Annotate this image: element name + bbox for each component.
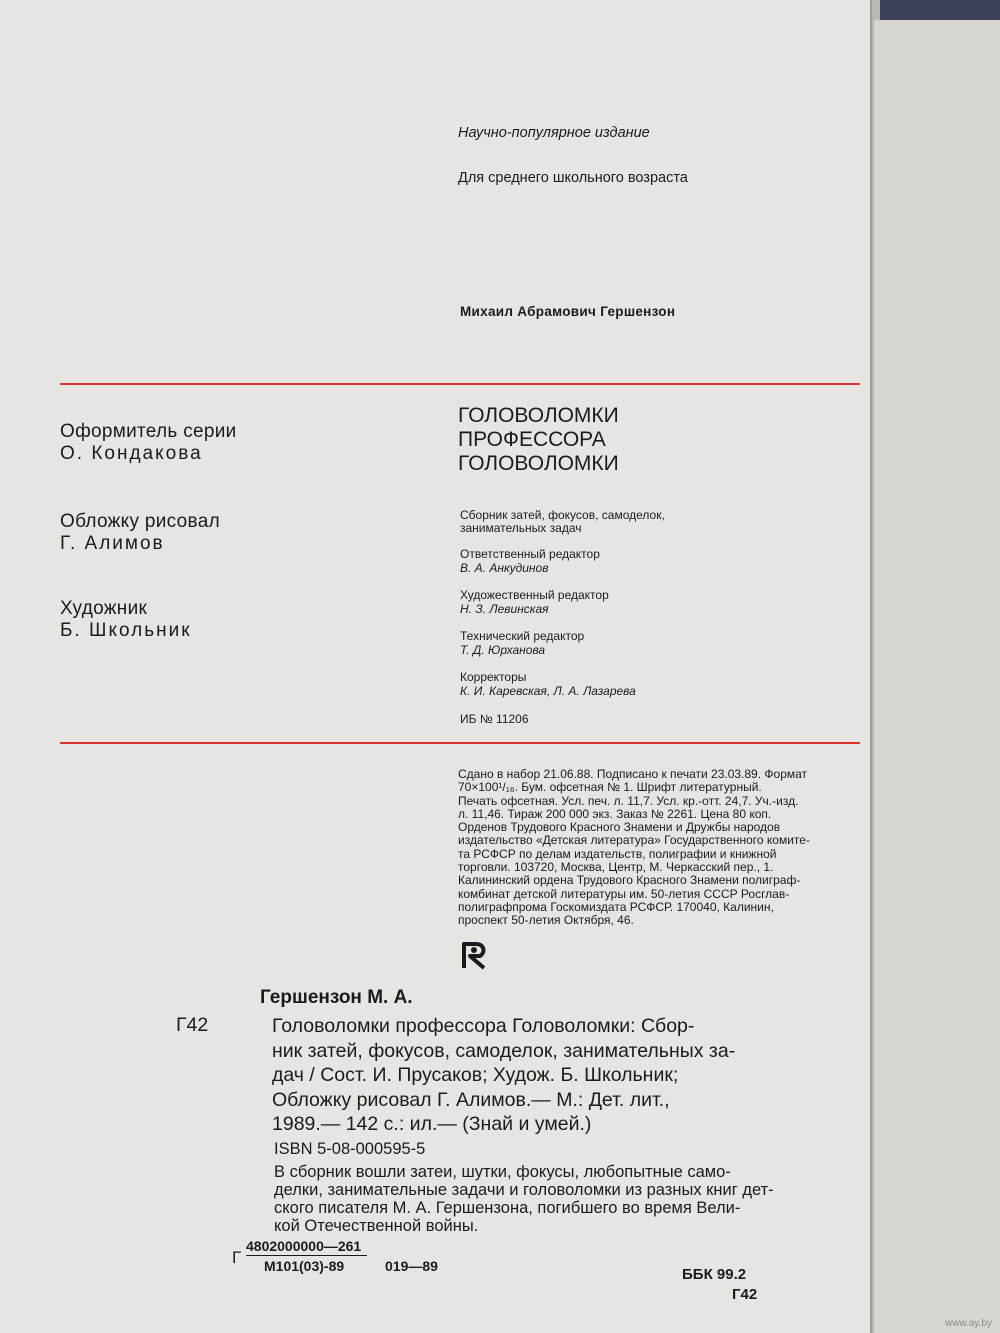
code-numerator: 4802000000—261 [246,1238,367,1256]
imprint-line: проспект 50-летия Октября, 46. [458,913,634,928]
isbn: ISBN 5-08-000595-5 [274,1140,426,1158]
editor-label: Ответственный редактор [460,547,600,561]
title-line: ГОЛОВОЛОМКИ [458,404,619,427]
catalog-entry [272,1014,735,1137]
annotation [274,1163,774,1235]
author-full-name: Михаил Абрамович Гершензон [460,304,676,319]
imprint-line: 70×100¹/₁₆. Бум. офсетная № 1. Шрифт литературный. [458,780,762,795]
imprint-line: Печать офсетная. Усл. печ. л. 11,7. Усл. кр.-отт. 24,7. Уч.-изд. [458,793,799,808]
annotation-line: кой Отечественной войны. [274,1217,479,1235]
subtitle-line: занимательных задач [460,521,582,536]
publisher-logo-icon [458,938,492,972]
book-subtitle [460,509,665,536]
next-page-edge [874,20,1000,1333]
book-title [458,404,619,476]
credit-label: Художник [60,598,148,619]
code-prefix: Г [232,1248,242,1267]
catalog-entry-line: Головоломки профессора Головоломки: Сбор- [272,1015,695,1037]
annotation-line: В сборник вошли затеи, шутки, фокусы, любопытные само- [274,1163,731,1181]
bbk-index: Г42 [732,1286,758,1303]
watermark: www.ay.by [944,1318,992,1329]
catalog-entry-line: ник затей, фокусов, самоделок, занимательных за- [272,1039,736,1062]
credit-value: О. Кондакова [60,443,203,464]
editor-label: Художественный редактор [460,588,609,602]
catalog-entry-line: дач / Сост. И. Прусаков; Худож. Б. Школьник; [272,1064,679,1086]
editor-name: В. А. Анкудинов [460,561,549,575]
ib-number: ИБ № 11206 [460,712,529,726]
imprint-line: издательство «Детская литература» Государственного комите- [458,833,810,848]
background-strip [880,0,1000,22]
imprint-line: л. 11,46. Тираж 200 000 экз. Заказ № 2261. Цена 80 коп. [458,806,772,821]
imprint-line: полиграфпрома Госкомиздата РСФСР. 170040, Калинин, [458,899,774,914]
imprint-block [458,768,858,928]
imprint-line: комбинат детской литературы им. 50-летия СССР Росглав- [458,886,790,901]
top-red-rule [60,383,860,385]
catalog-author-heading: Гершензон М. А. [260,987,413,1008]
code-suffix: 019—89 [385,1258,438,1274]
catalog-index: Г42 [176,1014,209,1036]
edition-type: Научно-популярное издание [458,125,650,141]
credit-value: Г. Алимов [60,533,165,554]
code-denominator: М101(03)-89 [264,1258,345,1274]
imprint-line: торговли. 103720, Москва, Центр, М. Черкасский пер., 1. [458,860,774,875]
title-line: ПРОФЕССОРА [458,428,606,451]
editor-name: Т. Д. Юрханова [460,643,546,657]
credit-value: Б. Школьник [60,620,192,641]
editor-label: Корректоры [460,670,527,684]
credit-label: Обложку рисовал [60,511,220,532]
annotation-line: делки, занимательные задачи и головоломки из разных книг дет- [274,1181,774,1199]
imprint-line: та РСФСР по делам издательств, полиграфии и книжной [458,846,777,861]
catalog-entry-line: Обложку рисовал Г. Алимов.— М.: Дет. лит., [272,1088,670,1111]
bbk-code: ББК 99.2 [682,1266,747,1283]
editor-name: Н. З. Левинская [460,602,549,616]
editor-name: К. И. Каревская, Л. А. Лазарева [460,684,636,698]
imprint-line: Калининский ордена Трудового Красного Знамени полиграф- [458,873,801,888]
subtitle-line: Сборник затей, фокусов, самоделок, [460,508,665,522]
annotation-line: ского писателя М. А. Гершензона, погибшего во время Вели- [274,1199,741,1217]
title-line: ГОЛОВОЛОМКИ [458,452,619,475]
credit-label: Оформитель серии [60,421,237,442]
imprint-line: Орденов Трудового Красного Знамени и Дружбы народов [458,820,781,835]
editor-label: Технический редактор [460,629,585,643]
audience-note: Для среднего школьного возраста [458,170,688,186]
imprint-line: Сдано в набор 21.06.88. Подписано к печати 23.03.89. Формат [458,767,808,781]
catalog-entry-line: 1989.— 142 с.: ил.— (Знай и умей.) [272,1113,592,1135]
bottom-red-rule [60,742,860,744]
